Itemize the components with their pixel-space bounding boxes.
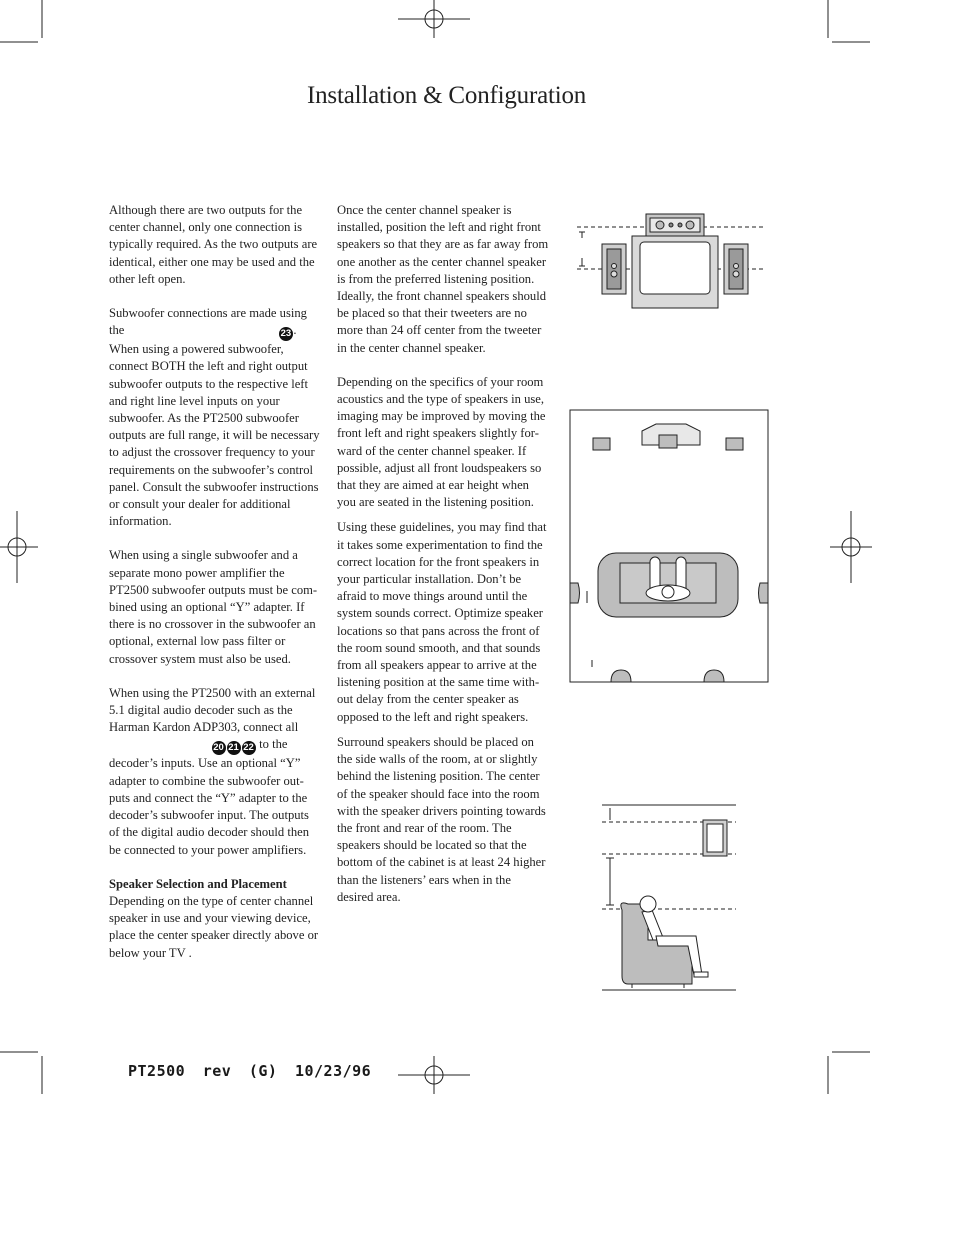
- paragraph-subwoofer-connections: [109, 305, 321, 530]
- jack-number-badge: 21: [228, 742, 239, 754]
- paragraph-surround-speakers: Surround speakers should be placed on the side walls of the room, at or slightly behind the listening position. The center of the speaker should face into the room with the speaker drivers pointing towards the front and rear of the room. The speakers should be located so that the bottom of the cabinet is at least 24 higher than the listeners’ ears when in the desired area.: [337, 734, 546, 904]
- paragraph-single-subwoofer: When using a single subwoofer and a separate mono power amplifier the PT2500 subwoofer outputs must be com-bined using an optional “Y” adapter. If there is no crossover in the subwoofer an optional, external low pass filter or crossover system must also be used.: [109, 548, 318, 666]
- paragraph-digital-decoder: [109, 685, 321, 859]
- text-column-left: [109, 202, 321, 979]
- paragraph-room-acoustics: Depending on the specifics of your room acoustics and the type of speakers in use, imaging may be improved by moving the front left and right speakers slightly for-ward of the center channel speaker. If possible, adjust all front loudspeakers so that they are aimed at ear height when you are seated in the listening position.: [337, 374, 546, 510]
- paragraph-text: Subwoofer connections are made using the: [109, 306, 307, 338]
- paragraph-experimentation: Using these guidelines, you may find that it takes some experimentation to find the correct location for the front speakers in your particular installation. Don’t be afraid to move things around until the system sounds correct. Optimize speaker locations so that pans across the front of the room sound smooth, and that sounds from all speakers appear to arrive at the listening position at the same time with-out delay from the center speaker as opposed to the left and right speakers.: [337, 520, 547, 724]
- jack-number-badge: 22: [243, 742, 254, 754]
- section-heading: Speaker Selection and Placement: [109, 876, 287, 891]
- figure-front-speaker-elevation: [572, 208, 772, 308]
- figure-surround-height-side-view: [598, 800, 748, 1000]
- jack-number-badge: 20: [213, 742, 224, 754]
- paragraph-front-speakers: Once the center channel speaker is installed, position the left and right front speakers so that they are as far away from one another as the center channel speaker is from the preferred listening position. Ideally, the front channel speakers should be placed so that their tweeters are no more than 24 off center from the tweeter in the center channel speaker.: [337, 203, 549, 355]
- paragraph-text: . When using a powered subwoofer, connect BOTH the left and right output subwoofer outputs to the respective left and right line level inputs on your subwoofer. As the PT2500 subwoofer outputs are full range, it will be necessary to adjust the crossover frequency to your requirements on the subwoofer’s control panel. Consult the subwoofer instructions or consult your dealer for additional information.: [109, 323, 320, 529]
- jack-number-badge: 23: [280, 328, 292, 340]
- page-footer: PT2500 rev (G) 10/23/96: [128, 1062, 372, 1080]
- paragraph-speaker-selection: Depending on the type of center channel speaker in use and your viewing device, place the center speaker directly above or below your TV .: [109, 893, 319, 960]
- paragraph-text: to the decoder’s inputs. Use an optional “Y” adapter to combine the subwoofer out-puts and connect the “Y” adapter to the decoder’s subwoofer input. The outputs of the digital audio decoder should then be connected to your power amplifiers.: [109, 737, 310, 857]
- text-column-middle: [337, 202, 549, 923]
- paragraph-center-outputs: Although there are two outputs for the center channel, only one connection is typically required. As the two outputs are identical, either one may be used and the other left open.: [109, 203, 318, 286]
- paragraph-text: When using the PT2500 with an external 5.1 digital audio decoder such as the Harman Kardon ADP303, connect all: [109, 685, 316, 735]
- page-title: Installation & Configuration: [307, 82, 587, 109]
- figure-room-top-view: [566, 405, 776, 695]
